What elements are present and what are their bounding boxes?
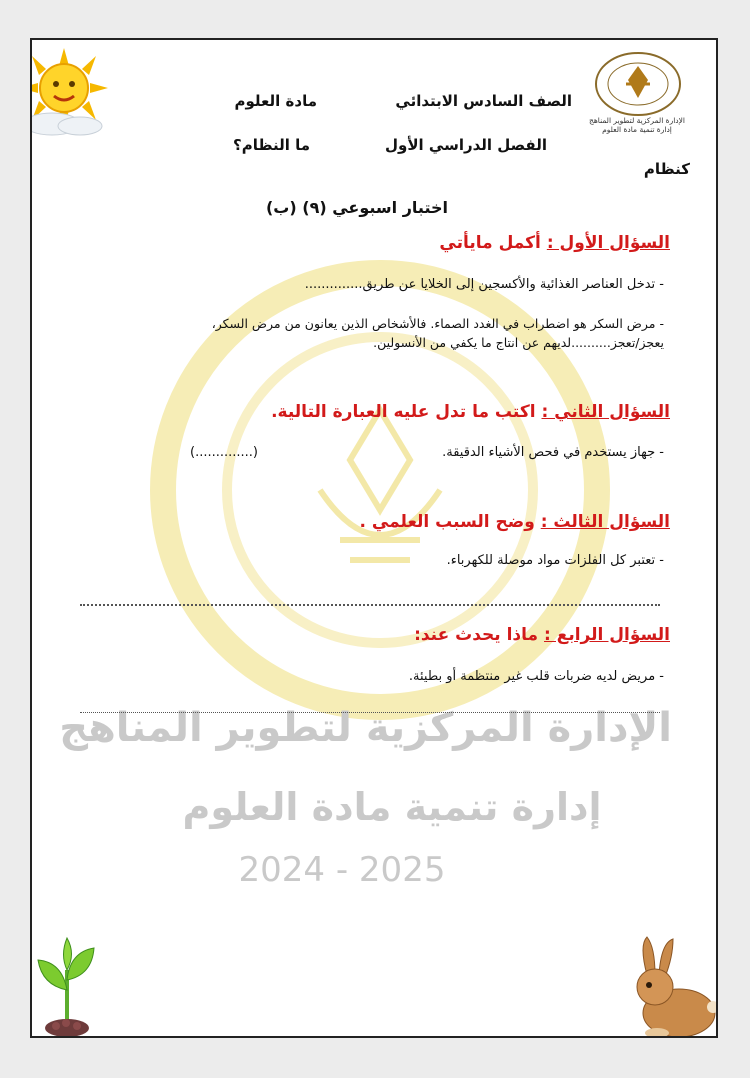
lesson-label: ما النظام؟ (233, 136, 310, 154)
answer-line-q4 (80, 712, 660, 713)
plant-icon (32, 930, 102, 1038)
term-label: الفصل الدراسي الأول (385, 136, 547, 154)
topic-label: كنظام (643, 160, 690, 178)
rabbit-icon (617, 935, 717, 1038)
question-1-item-2-line-1: - مرض السكر هو اضطراب في الغدد الصماء. فالأشخاص الذين يعانون من مرض السكر، (211, 316, 664, 331)
watermark-year: 2024 - 2025 (238, 850, 446, 890)
test-title: اختبار اسبوعي (٩) (ب) (265, 198, 448, 217)
logo-line-2: إدارة تنمية مادة العلوم (602, 125, 672, 134)
ministry-logo-icon (592, 50, 688, 118)
question-4-item-1: - مريض لديه ضربات قلب غير منتظمة أو بطيئة. (408, 669, 664, 684)
question-2-title (232, 402, 670, 422)
worksheet-page (30, 38, 718, 1038)
question-1-label: السؤال الأول : (546, 233, 670, 253)
question-2-answer-blank: (..............) (190, 445, 258, 460)
grade-label: الصف السادس الابتدائي (395, 92, 572, 110)
question-3-title (332, 512, 670, 532)
question-1-item-2-line-2: يعجز/تعجز..........لديهم عن انتاج ما يكفي من الأنسولين. (373, 335, 664, 350)
watermark-line-1: الإدارة المركزية لتطوير المناهج (59, 705, 672, 751)
logo-caption (577, 116, 697, 134)
question-4-heading: ماذا يحدث عند: (414, 625, 544, 645)
question-2-label: السؤال الثاني : (541, 402, 670, 422)
watermark-line-2: إدارة تنمية مادة العلوم (182, 785, 602, 829)
sun-cloud-icon (30, 44, 116, 140)
question-2-heading: اكتب ما تدل عليه العبارة التالية. (271, 402, 542, 422)
question-1-item-2 (112, 314, 664, 352)
question-1-title (412, 233, 670, 253)
question-1-item-1: - تدخل العناصر الغذائية والأكسجين إلى الخلايا عن طريق.............. (304, 277, 664, 292)
answer-line-q3 (80, 604, 660, 606)
question-1-heading: أكمل مايأتي (439, 233, 547, 253)
question-3-heading: وضح السبب العلمي . (359, 512, 541, 532)
question-4-title (362, 625, 670, 645)
subject-label: مادة العلوم (234, 92, 317, 110)
logo-line-1: الإدارة المركزية لتطوير المناهج (589, 116, 685, 125)
question-4-label: السؤال الرابع : (544, 625, 670, 645)
question-3-label: السؤال الثالث : (540, 512, 670, 532)
question-2-item-1: - جهاز يستخدم في فحص الأشياء الدقيقة. (442, 445, 664, 460)
question-3-item-1: - تعتبر كل الفلزات مواد موصلة للكهرباء. (446, 553, 664, 568)
